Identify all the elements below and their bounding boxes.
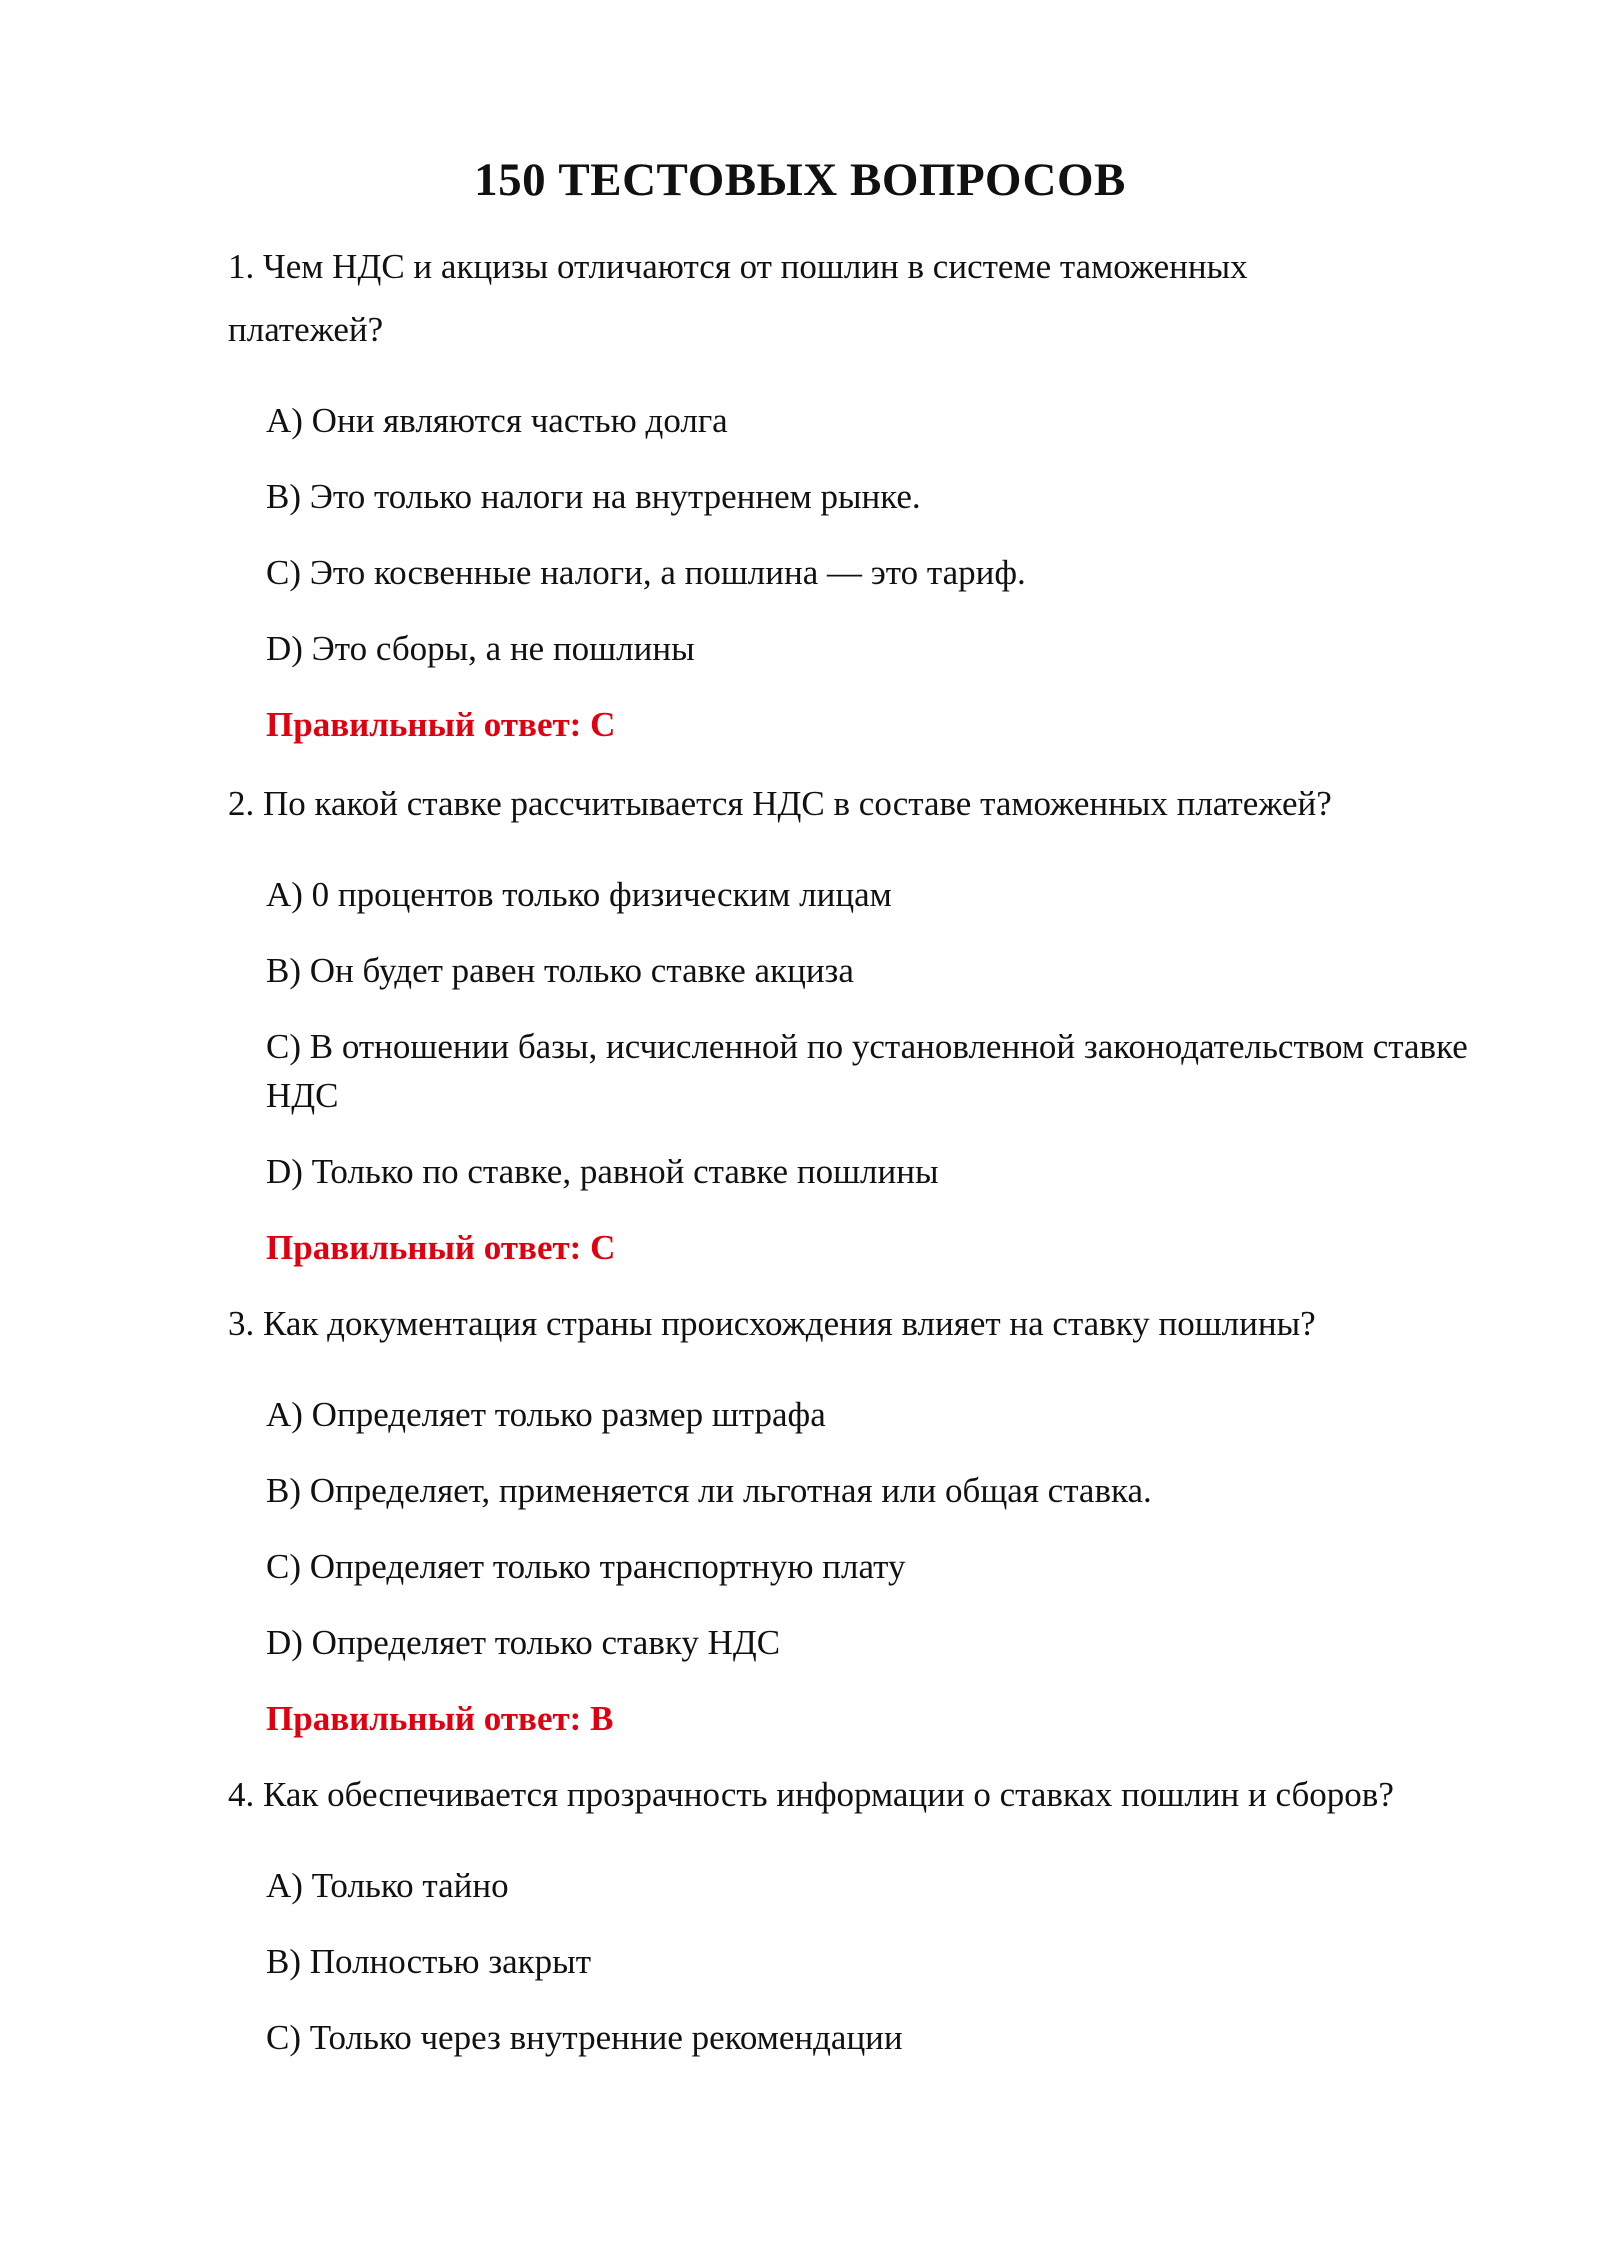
question-2-answer: Правильный ответ: C <box>266 1228 616 1267</box>
question-1-option-c: C) Это косвенные налоги, а пошлина — это тариф. <box>266 553 1026 592</box>
question-4-option-b: B) Полностью закрыт <box>266 1942 591 1981</box>
question-1-text-line1: 1. Чем НДС и акцизы отличаются от пошлин в системе таможенных <box>228 247 1248 286</box>
question-3-option-c: C) Определяет только транспортную плату <box>266 1547 906 1586</box>
question-3-text: 3. Как документация страны происхождения влияет на ставку пошлины? <box>228 1304 1316 1343</box>
question-4-text: 4. Как обеспечивается прозрачность информации о ставках пошлин и сборов? <box>228 1775 1394 1814</box>
question-1-option-a: A) Они являются частью долга <box>266 401 728 440</box>
question-1-text-line2: платежей? <box>228 310 384 349</box>
question-1-option-d: D) Это сборы, а не пошлины <box>266 629 695 668</box>
question-2-option-c: C) В отношении базы, исчисленной по установленной законодательством ставке НДС <box>266 1027 1468 1115</box>
question-2-option-d: D) Только по ставке, равной ставке пошлины <box>266 1152 939 1191</box>
question-1-answer: Правильный ответ: C <box>266 705 616 744</box>
question-3-option-b: B) Определяет, применяется ли льготная или общая ставка. <box>266 1471 1152 1510</box>
question-3-option-d: D) Определяет только ставку НДС <box>266 1623 781 1662</box>
question-3-option-a: A) Определяет только размер штрафа <box>266 1395 826 1434</box>
question-2-text: 2. По какой ставке рассчитывается НДС в составе таможенных платежей? <box>228 784 1332 823</box>
question-2-option-a: A) 0 процентов только физическим лицам <box>266 875 892 914</box>
question-4-option-c: C) Только через внутренние рекомендации <box>266 2018 903 2057</box>
question-1-option-b: B) Это только налоги на внутреннем рынке. <box>266 477 921 516</box>
document-title: 150 ТЕСТОВЫХ ВОПРОСОВ <box>474 154 1126 206</box>
question-3-answer: Правильный ответ: B <box>266 1699 614 1738</box>
question-2-option-b: B) Он будет равен только ставке акциза <box>266 951 854 990</box>
question-4-option-a: A) Только тайно <box>266 1866 509 1905</box>
